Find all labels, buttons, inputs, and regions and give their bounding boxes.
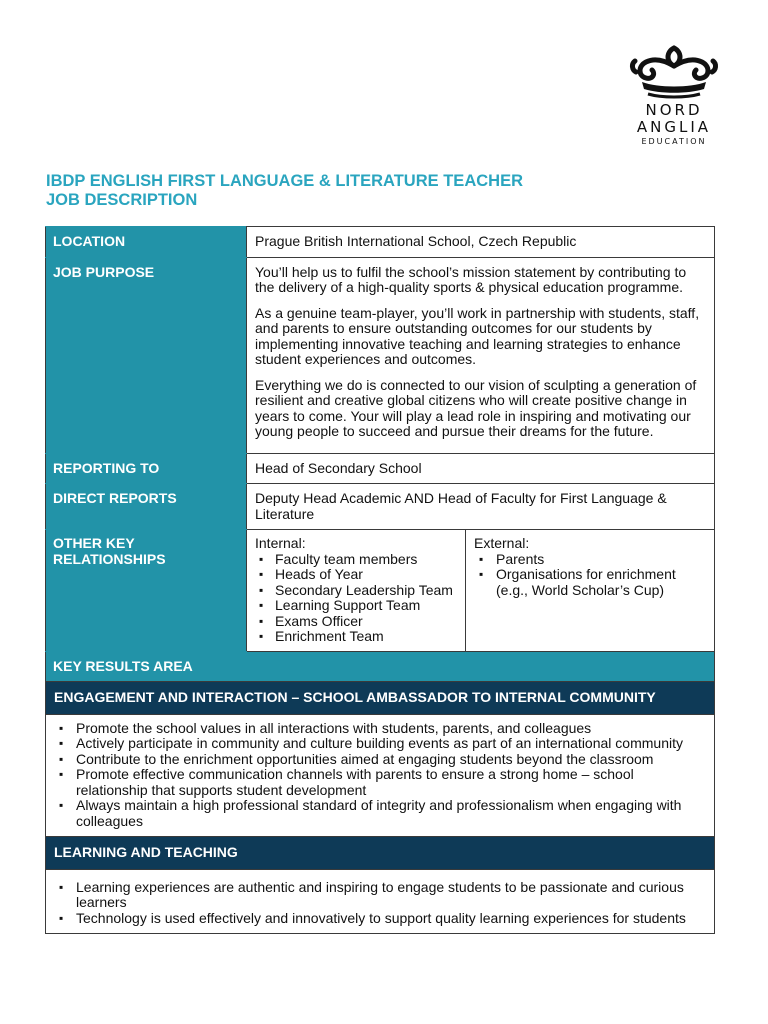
location-row <box>46 227 715 258</box>
internal-relationships <box>247 530 466 652</box>
document-title <box>46 172 523 210</box>
list-item: ▪ Exams Officer <box>255 614 457 630</box>
logo-word-nord: NORD <box>645 101 703 119</box>
job-purpose-value <box>247 257 715 453</box>
reporting-to-label: REPORTING TO <box>46 453 247 484</box>
engagement-section-body <box>46 714 715 837</box>
learning-teaching-section-body <box>46 869 715 934</box>
list-item: ▪ Faculty team members <box>255 552 457 568</box>
list-item: ▪ Enrichment Team <box>255 629 457 645</box>
list-item: ▪ Promote the school values in all interactions with students, parents, and colleagues <box>54 721 706 737</box>
key-results-area-heading: KEY RESULTS AREA <box>46 651 715 682</box>
location-label: LOCATION <box>46 227 247 258</box>
list-item: ▪ Promote effective communication channels with parents to ensure a strong home – school relationship that supports student development <box>54 767 706 798</box>
engagement-list <box>54 721 706 830</box>
job-purpose-label: JOB PURPOSE <box>46 257 247 453</box>
internal-heading: Internal: <box>255 535 306 551</box>
list-item: ▪ Contribute to the enrichment opportunities aimed at engaging students beyond the classroom <box>54 752 706 768</box>
job-description-table <box>45 226 715 934</box>
reporting-to-row <box>46 453 715 484</box>
job-purpose-paragraph: Everything we do is connected to our vision of sculpting a generation of resilient and creative global citizens who will create positive change in years to come. Your will play a lead role in inspiring and motivating our young people to succeed and pursue their dreams for the future. <box>255 376 697 439</box>
other-key-relationships-label: OTHER KEY RELATIONSHIPS <box>46 530 247 652</box>
list-item: ▪ Actively participate in community and culture building events as part of an international community <box>54 736 706 752</box>
list-item: ▪ Secondary Leadership Team <box>255 583 457 599</box>
list-item: ▪ Technology is used effectively and innovatively to support quality learning experiences for students <box>54 911 706 927</box>
section-body-row <box>46 714 715 837</box>
direct-reports-label: DIRECT REPORTS <box>46 484 247 530</box>
direct-reports-row <box>46 484 715 530</box>
external-list <box>474 552 706 599</box>
internal-list <box>255 552 457 645</box>
other-key-relationships-row <box>46 530 715 652</box>
job-purpose-paragraph: As a genuine team-player, you’ll work in partnership with students, staff, and parents to ensure outstanding outcomes for our students by implementing innovative teaching and learning strategies to enhance student experiences and outcomes. <box>255 304 700 367</box>
crown-icon <box>628 42 720 102</box>
key-results-row <box>46 651 715 682</box>
engagement-section-heading: ENGAGEMENT AND INTERACTION – SCHOOL AMBASSADOR TO INTERNAL COMMUNITY <box>46 682 715 715</box>
list-item: ▪ Learning experiences are authentic and inspiring to engage students to be passionate and curious learners <box>54 880 706 911</box>
direct-reports-value: Deputy Head Academic AND Head of Faculty for First Language & Literature <box>247 484 715 530</box>
job-title: IBDP ENGLISH FIRST LANGUAGE & LITERATURE TEACHER <box>46 172 523 190</box>
job-purpose-paragraph: You’ll help us to fulfil the school’s mission statement by contributing to the delivery of a high-quality sports & physical education programme. <box>255 263 687 295</box>
external-heading: External: <box>474 535 530 551</box>
learning-teaching-section-heading: LEARNING AND TEACHING <box>46 837 715 870</box>
section-body-row <box>46 869 715 934</box>
list-item: ▪ Always maintain a high professional standard of integrity and professionalism when engaging with colleagues <box>54 798 706 829</box>
list-item: ▪ Organisations for enrichment (e.g., World Scholar’s Cup) <box>474 567 706 598</box>
list-item: ▪ Heads of Year <box>255 567 457 583</box>
nord-anglia-logo <box>624 42 724 148</box>
logo-word-education: EDUCATION <box>641 137 707 146</box>
location-value: Prague British International School, Czech Republic <box>247 227 715 258</box>
list-item: ▪ Learning Support Team <box>255 598 457 614</box>
job-purpose-row <box>46 257 715 453</box>
list-item: ▪ Parents <box>474 552 706 568</box>
external-relationships <box>466 530 715 652</box>
section-heading-row <box>46 682 715 715</box>
reporting-to-value: Head of Secondary School <box>247 453 715 484</box>
learning-teaching-list <box>54 880 706 927</box>
logo-word-anglia: ANGLIA <box>636 118 712 136</box>
section-heading-row <box>46 837 715 870</box>
job-description-heading: JOB DESCRIPTION <box>46 191 198 209</box>
